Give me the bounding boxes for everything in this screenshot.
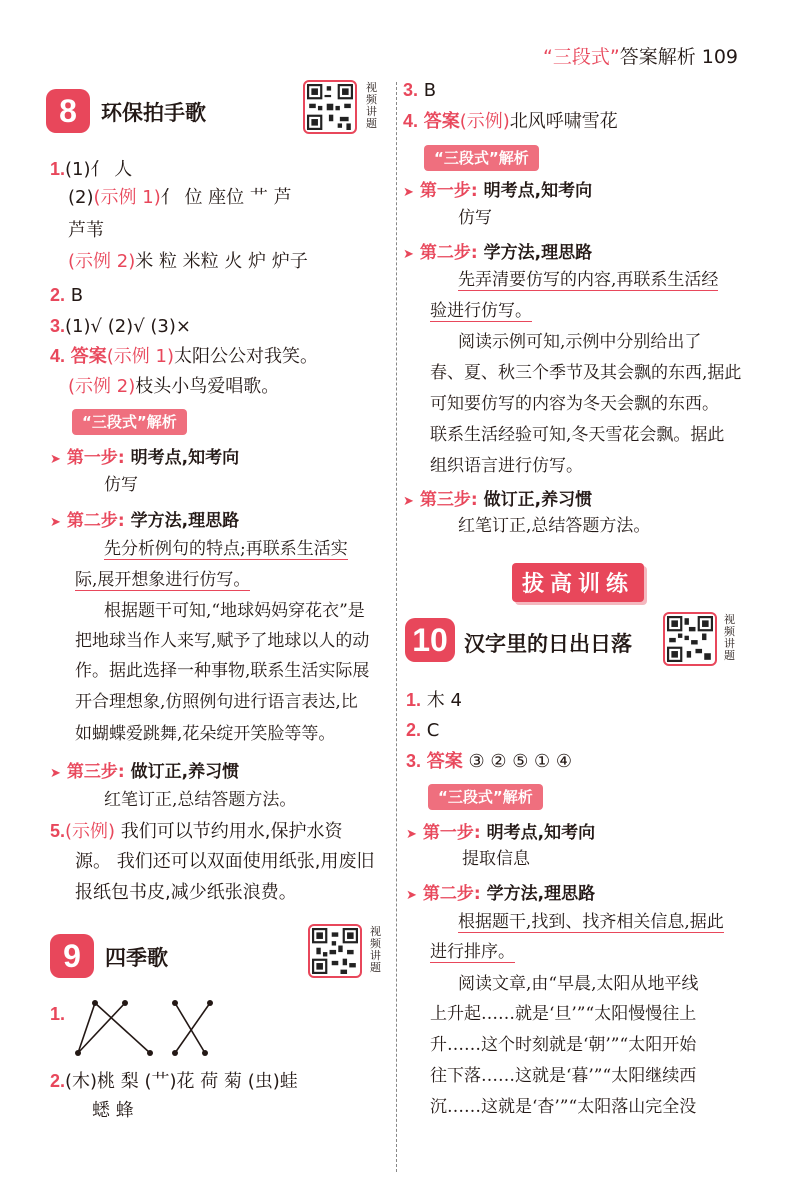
underlined-text: 先弄清要仿写的内容,再联系生活经 [458,270,719,290]
example-label: (示例 1) [93,187,161,208]
step-title: 明考点,知考向 [130,448,240,468]
qr-label: 视频讲题 [366,81,377,130]
step-3 [403,485,592,510]
match-line [78,1003,95,1053]
s8-q2 [50,283,83,308]
q-number: 5. [50,821,66,841]
section-9-number: 9 [50,934,94,978]
step-label: 第一步: [419,181,478,201]
step-label: 第三步: [419,490,478,510]
qr-code-icon[interactable] [303,80,357,134]
arrow-right-icon: ➤ [403,494,414,509]
arrow-right-icon: ➤ [50,452,61,467]
step-2-para: 春、夏、秋三个季节及其会飘的东西,据此 [430,363,742,383]
step-2-para: 沉……这就是‘杳’”“太阳落山完全没 [430,1097,697,1117]
step-label: 第三步: [66,762,125,782]
step-2-para: 联系生活经验可知,冬天雪花会飘。据此 [430,425,725,445]
section-10-number: 10 [405,618,455,662]
q-number: 2. [50,285,66,305]
arrow-right-icon: ➤ [403,247,414,262]
q-number: 2. [406,720,422,740]
analysis-tag: “三段式”解析 [428,784,543,810]
arrow-right-icon: ➤ [50,766,61,781]
column-divider [396,82,397,1172]
step-label: 第一步: [66,448,125,468]
q-number: 3. [50,316,66,336]
answer-text: 米 粒 米粒 火 炉 炉子 [135,251,308,272]
match-dot [92,1000,98,1006]
example-label: (示例 2) [68,251,136,272]
answer-label: 答案 [426,751,463,772]
step-2-underline-1 [458,268,718,292]
answer-text: 我们可以节约用水,保护水资 [120,821,343,842]
match-dot [122,1000,128,1006]
section-10-title: 汉字里的日出日落 [464,632,632,656]
arrow-right-icon: ➤ [406,827,417,842]
s10-q3 [406,749,572,774]
analysis-tag: “三段式”解析 [72,409,187,435]
step-2-para: 阅读示例可知,示例中分别给出了 [458,332,702,352]
s9-q2-line1 [50,1069,298,1094]
s8-q5-line2: 源。 我们还可以双面使用纸张,用废旧 [75,851,375,872]
match-dot [147,1050,153,1056]
example-label: (示例) [459,111,510,132]
step-2-para: 开合理想象,仿照例句进行语言表达,比 [75,692,358,712]
match-dot [172,1000,178,1006]
s10-q2 [406,718,439,743]
answer-text: (1)√ (2)√ (3)× [65,316,191,337]
s9-q1 [50,1002,65,1027]
step-2-para: 往下落……这就是‘暮’”“太阳继续西 [430,1066,697,1086]
s8-q4-line1 [50,344,318,369]
s8-q1-line2 [68,186,292,210]
qr-label: 视频讲题 [370,925,381,974]
step-2-underline-2 [75,568,250,592]
header-title: 答案解析 109 [619,46,738,68]
step-label: 第二步: [66,511,125,531]
step-2 [406,879,595,904]
answer-text: B [70,285,84,306]
arrow-right-icon: ➤ [406,888,417,903]
answer-text: (木)桃 梨 (艹)花 荷 菊 (虫)蛙 [65,1071,298,1092]
underlined-text: 验进行仿写。 [430,301,532,321]
step-2-para: 根据题干可知,“地球妈妈穿花衣”是 [104,601,365,621]
step-3 [50,757,239,782]
r-q4 [403,109,618,134]
step-label: 第一步: [422,823,481,843]
page-header [543,42,738,69]
underlined-text: 际,展开想象进行仿写。 [75,570,251,590]
underlined-text: 根据题干,找到、找齐相关信息,据此 [458,912,724,932]
step-3-body: 红笔订正,总结答题方法。 [458,516,651,536]
match-dot [75,1050,81,1056]
step-2-para: 如蝴蝶爱跳舞,花朵绽开笑脸等等。 [75,724,336,744]
step-2-underline-1 [104,537,348,561]
step-3-body: 红笔订正,总结答题方法。 [104,790,297,810]
underlined-text: 进行排序。 [430,942,515,962]
header-highlight: “三段式” [543,46,620,68]
step-title: 做订正,养习惯 [130,762,240,782]
answer-text: B [423,80,437,101]
s8-q1-line4 [68,250,308,274]
match-dot [172,1050,178,1056]
analysis-tag: “三段式”解析 [424,145,539,171]
step-2 [50,506,239,531]
answer-label: 答案 [423,111,460,132]
r-q3 [403,78,436,103]
step-2-underline-1 [458,910,724,934]
step-1-body: 仿写 [104,475,138,495]
banner-advanced-training: 拔高训练 [512,563,644,602]
q-number: 3. [406,751,422,771]
q-number: 1. [50,159,66,179]
arrow-right-icon: ➤ [50,515,61,530]
step-1 [50,443,239,468]
step-1 [406,818,595,843]
answer-text: 北风呼啸雪花 [509,111,618,132]
s8-q5-line1 [50,819,343,844]
q-number: 4. [403,111,419,131]
step-2-para: 作。据此选择一种事物,联系生活实际展 [75,661,370,681]
answer-text: 木 4 [426,690,462,711]
section-8-number: 8 [46,89,90,133]
qr-pattern [312,928,358,974]
match-dot [207,1000,213,1006]
step-2-para: 把地球当作人来写,赋予了地球以人的动 [75,631,370,651]
qr-code-icon[interactable] [663,612,717,666]
step-2-underline-2 [430,299,532,323]
s9-q2-line2: 蟋 蜂 [92,1100,134,1121]
section-8-title: 环保拍手歌 [101,101,206,125]
q-number: 2. [50,1071,66,1091]
step-2-para: 组织语言进行仿写。 [430,456,583,476]
qr-pattern [667,616,713,662]
answer-text: 亻 位 座位 艹 芦 [160,187,292,208]
qr-label: 视频讲题 [724,613,735,662]
q-number: 1. [406,690,422,710]
underlined-text: 先分析例句的特点;再联系生活实 [104,539,348,559]
step-2-para: 升……这个时刻就是‘朝’”“太阳开始 [430,1035,697,1055]
match-line [95,1003,150,1053]
step-label: 第二步: [419,243,478,263]
step-2 [403,238,592,263]
answer-label: 答案 [70,346,107,367]
s8-q1-line3: 芦苇 [68,220,104,241]
s10-q1 [406,688,462,713]
qr-code-icon[interactable] [308,924,362,978]
step-2-para: 阅读文章,由“早晨,太阳从地平线 [458,974,699,994]
q-number: 1. [50,1004,66,1024]
step-title: 学方法,理思路 [483,243,593,263]
step-title: 做订正,养习惯 [483,490,593,510]
q-number: 4. [50,346,66,366]
step-title: 学方法,理思路 [130,511,240,531]
example-label: (示例 1) [106,346,174,367]
step-2-para: 可知要仿写的内容为冬天会飘的东西。 [430,394,719,414]
answer-text: C [426,720,440,741]
step-title: 学方法,理思路 [486,884,596,904]
step-2-para: 上升起……就是‘旦’”“太阳慢慢往上 [430,1004,697,1024]
section-9-title: 四季歌 [105,946,168,970]
arrow-right-icon: ➤ [403,185,414,200]
example-label: (示例 2) [68,376,136,397]
step-2-underline-2 [430,940,515,964]
q-number: 3. [403,80,419,100]
step-title: 明考点,知考向 [483,181,593,201]
match-line [78,1003,125,1053]
s8-q3 [50,314,191,339]
s8-q5-line3: 报纸包书皮,减少纸张浪费。 [75,882,297,903]
s8-q1-line1 [50,157,132,182]
qr-pattern [307,84,353,130]
step-1-body: 提取信息 [462,849,530,869]
example-label: (示例) [65,821,116,842]
answer-text: (1)亻 人 [65,159,133,180]
step-title: 明考点,知考向 [486,823,596,843]
step-1 [403,176,592,201]
step-1-body: 仿写 [458,208,492,228]
match-dot [202,1050,208,1056]
matching-lines [70,995,240,1059]
answer-text: 太阳公公对我笑。 [173,346,318,367]
answer-text: ③ ② ⑤ ① ④ [468,751,573,772]
step-label: 第二步: [422,884,481,904]
sub-index: (2) [68,187,94,208]
s8-q4-line2 [68,375,279,399]
answer-text: 枝头小鸟爱唱歌。 [135,376,280,397]
